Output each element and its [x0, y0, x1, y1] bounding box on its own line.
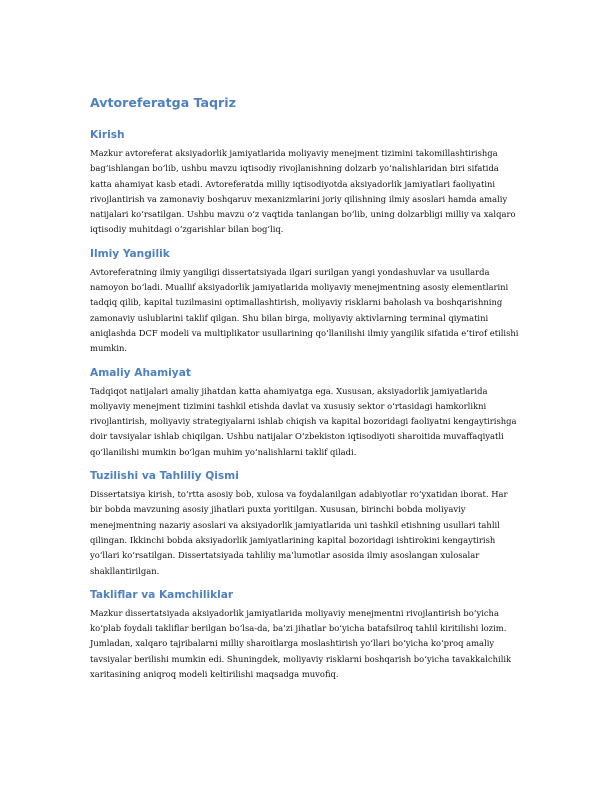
document-page: [90, 94, 522, 691]
section-heading: Ilmiy Yangilik: [90, 247, 170, 260]
section-paragraph: Dissertatsiya kirish, to‘rtta asosiy bob, xulosa va foydalanilgan adabiyotlar ro‘yxatidan iborat. Har bir bobda mavzuning asosiy jihatlari puxta yoritilgan. Xususan, birinchi bobda moliyaviy menejmentning nazariy asoslari va aksiyadorlik jamiyatlarida uni tashkil etishning usullari tahlil qilingan. Ikkinchi bobda aksiyadorlik jamiyatlarining kapital bozoridagi ishtirokini kengaytirish yo‘llari ko‘rsatilgan. Dissertatsiyada tahliliy ma’lumotlar asosida ilmiy asoslangan xulosalar shakllantirilgan.: [90, 489, 508, 576]
section-paragraph: Tadqiqot natijalari amaliy jihatdan katta ahamiyatga ega. Xususan, aksiyadorlik jamiyatlarida moliyaviy menejment tizimini tashkil etishda davlat va xususiy sektor o‘rtasidagi hamkorlikni rivojlantirish, moliyaviy strategiyalarni ishlab chiqish va kapital bozoridagi faoliyatni kengaytirishga doir tavsiyalar ishlab chiqilgan. Ushbu natijalar O‘zbekiston iqtisodiyoti sharoitida muvaffaqiyatli qo‘llanilishi mumkin bo‘lgan muhim yo‘nalishlarni taklif qiladi.: [90, 385, 517, 457]
section-takliflar: [90, 588, 522, 682]
section-paragraph: Mazkur dissertatsiyada aksiyadorlik jamiyatlarida moliyaviy menejmentni rivojlantirish bo‘yicha ko‘plab foydali takliflar berilgan bo‘lsa-da, ba’zi jihatlar bo‘yicha batafsilroq tahlil kiritilishi lozim. Jumladan, xalqaro tajribalarni milliy sharoitlarga moslashtirish yo‘llari bo‘yicha ko‘proq amaliy tavsiyalar berilishi mumkin edi. Shuningdek, moliyaviy risklarni boshqarish bo‘yicha tavakkalchilik xaritasining aniqroq modeli keltirilishi maqsadga muvofiq.: [90, 607, 512, 680]
section-heading: Takliflar va Kamchiliklar: [90, 588, 234, 601]
section-tuzilishi: [90, 469, 522, 579]
section-paragraph: Mazkur avtoreferat aksiyadorlik jamiyatlarida moliyaviy menejment tizimini takomillashtirishga bag‘ishlangan bo‘lib, ushbu mavzu iqtisodiy rivojlanishning dolzarb yo‘nalishlaridan biri sifatida katta ahamiyat kasb etadi. Avtoreferatda milliy iqtisodiyotda aksiyadorlik jamiyatlari faoliyatini rivojlantirish va zamonaviy boshqaruv mexanizmlarini joriy qilishning ilmiy asoslari hamda amaliy natijalari ko‘rsatilgan. Ushbu mavzu o‘z vaqtida tanlangan bo‘lib, uning dolzarbligi milliy va xalqaro iqtisodiy muhitdagi o‘zgarishlar bilan bog‘liq.: [90, 148, 516, 235]
section-heading: Kirish: [90, 129, 125, 141]
section-paragraph: Avtoreferatning ilmiy yangiligi dissertatsiyada ilgari surilgan yangi yondashuvlar va usullarda namoyon bo‘ladi. Muallif aksiyadorlik jamiyatlarida moliyaviy menejmentning asosiy elementlarini tadqiq qilib, kapital tuzilmasini optimallashtirish, moliyaviy risklarni baholash va boshqarishning zamonaviy uslublarini taklif qilgan. Shu bilan birga, moliyaviy aktivlarning terminal qiymatini aniqlashda DCF modeli va multiplikator usullarining qo‘llanilishi ilmiy yangilik sifatida e’tirof etilishi mumkin.: [90, 266, 519, 354]
section-ilmiy-yangilik: [90, 247, 522, 357]
document-title: Avtoreferatga Taqriz: [90, 95, 236, 110]
section-heading: Amaliy Ahamiyat: [90, 366, 191, 379]
section-kirish: [90, 128, 522, 238]
section-amaliy-ahamiyat: [90, 366, 522, 460]
section-heading: Tuzilishi va Tahliliy Qismi: [90, 470, 239, 483]
